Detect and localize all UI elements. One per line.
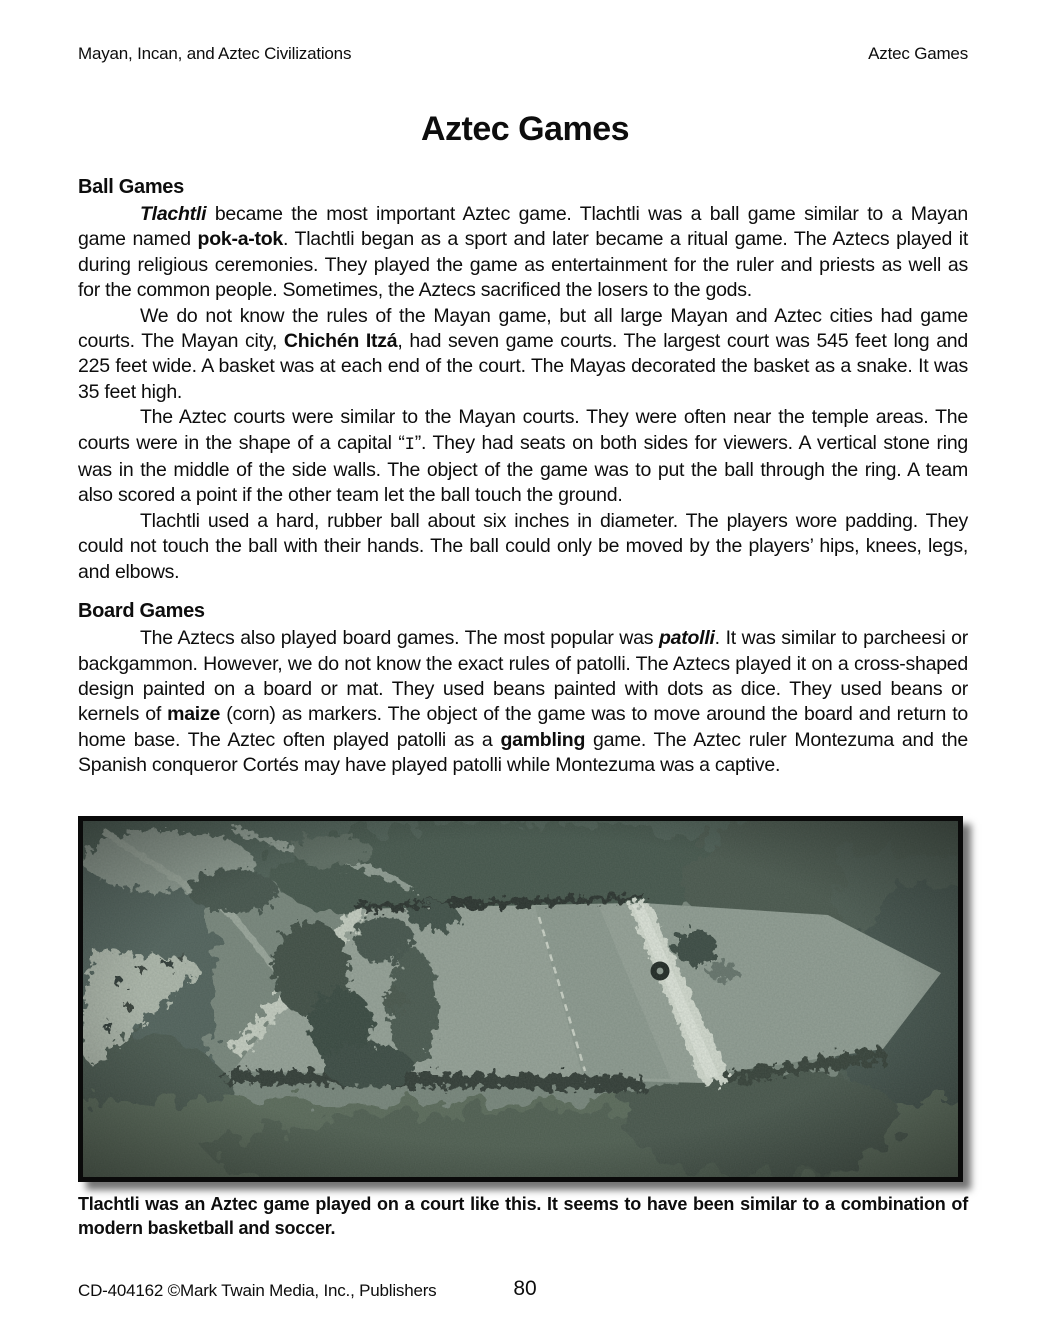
header-book-title: Mayan, Incan, and Aztec Civilizations: [78, 44, 352, 63]
section-heading-ball-games: Ball Games: [78, 176, 184, 198]
text-segment: . Tlachtli began as a sport and later became a ritual game. The Aztecs played it during religious ceremonies. They played the game as entertainment for the ruler and priests as well as for the common people. Sometimes, the Aztecs sacrificed the losers to the gods.: [78, 228, 968, 302]
text-segment: The Aztecs also played board games. The most popular was: [140, 627, 659, 650]
text-segment: . It was similar to parcheesi or backgammon. However, we do not know the exact rules of patolli. The Aztecs played it on a cross-shaped design painted on a board or mat. They used beans painted with dots as dice. They used beans or kernels of: [78, 627, 969, 726]
text-segment: The Aztec courts were similar to the Mayan courts. They were often near the temple areas. The courts were in the shape of a capital “: [78, 406, 968, 454]
text-segment: game. The Aztec ruler Montezuma and the Spanish conqueror Cortés may have played patolli while Montezuma was a captive.: [78, 728, 968, 777]
text-segment: ”. They had seats on both sides for viewers. A vertical stone ring was in the middle of the side walls. The object of the game was to put the ball through the ring. A team also scored a point if the other team let the ball touch the ground.: [78, 431, 969, 507]
text-segment: Tlachtli: [140, 203, 207, 225]
text-segment: We do not know the rules of the Mayan game, but all large Mayan and Aztec cities had game courts. The Mayan city,: [78, 304, 968, 353]
section-heading-board-games: Board Games: [78, 600, 205, 623]
text-segment: Chichén Itzá: [283, 330, 398, 353]
text-segment: (corn) as markers. The object of the game was to move around the board and return to home base. The Aztec often played patolli as a: [78, 703, 968, 751]
paragraph: [78, 304, 968, 406]
paragraph: [78, 202, 968, 304]
body-text-column: [78, 176, 968, 779]
text-segment: I: [404, 435, 415, 455]
text-segment: patolli: [658, 627, 715, 650]
text-segment: , had seven game courts. The largest court was 545 feet long and 225 feet wide. A basket was at each end of the court. The Mayas decorated the basket as a snake. It was 35 feet high.: [78, 330, 968, 403]
text-segment: gambling: [500, 728, 586, 751]
paragraph: [78, 626, 968, 778]
ball-court-photo-artwork: [83, 821, 958, 1177]
photo-caption: Tlachtli was an Aztec game played on a court like this. It seems to have been similar to a combination of modern basketball and soccer.: [78, 1194, 968, 1238]
page-header: [78, 44, 968, 64]
text-segment: maize: [167, 703, 221, 726]
text-segment: Tlachtli used a hard, rubber ball about six inches in diameter. The players wore padding. They could not touch the ball with their hands. The ball could only be moved by the players’ hips, knees, legs, and elbows.: [78, 509, 968, 583]
page-number: 80: [513, 1277, 537, 1300]
footer-publisher: CD-404162 ©Mark Twain Media, Inc., Publishers: [78, 1281, 437, 1300]
header-chapter-title: Aztec Games: [868, 44, 968, 63]
text-segment: pok-a-tok: [197, 228, 284, 251]
text-segment: became the most important Aztec game. Tlachtli was a ball game similar to a Mayan game named: [78, 203, 968, 251]
page-title: Aztec Games: [420, 110, 630, 148]
paragraph: [78, 509, 968, 585]
paragraph: [78, 405, 968, 509]
ball-court-photo: [78, 816, 963, 1182]
